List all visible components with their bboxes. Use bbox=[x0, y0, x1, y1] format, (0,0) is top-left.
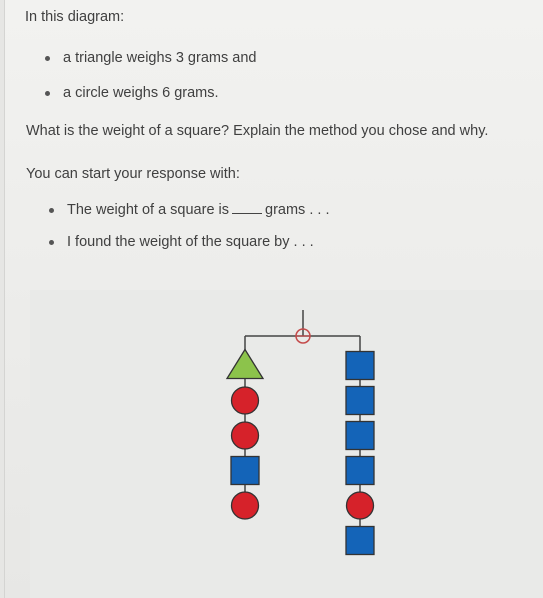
intro-text: In this diagram: bbox=[25, 9, 125, 25]
left-chain-circle-5 bbox=[232, 492, 259, 519]
left-chain-square-4 bbox=[231, 457, 259, 485]
right-chain-square-6 bbox=[346, 527, 374, 555]
right-chain-square-4 bbox=[346, 457, 374, 485]
left-chain-circle-2 bbox=[232, 387, 259, 414]
left-chain-triangle-1 bbox=[227, 350, 263, 379]
right-chain-square-1 bbox=[346, 352, 374, 380]
starter-weight-after: grams . . . bbox=[265, 202, 330, 218]
right-chain-circle-5 bbox=[347, 492, 374, 519]
right-chain-square-3 bbox=[346, 422, 374, 450]
starter-intro: You can start your response with: bbox=[26, 166, 240, 182]
fact-triangle: a triangle weighs 3 grams and bbox=[63, 50, 257, 66]
question-text: What is the weight of a square? Explain the method you chose and why. bbox=[26, 123, 489, 139]
left-chain-circle-3 bbox=[232, 422, 259, 449]
fact-circle: a circle weighs 6 grams. bbox=[63, 85, 219, 101]
starter-weight-before: The weight of a square is bbox=[67, 202, 230, 218]
right-chain-square-2 bbox=[346, 387, 374, 415]
starter-method: I found the weight of the square by . . . bbox=[67, 234, 314, 250]
